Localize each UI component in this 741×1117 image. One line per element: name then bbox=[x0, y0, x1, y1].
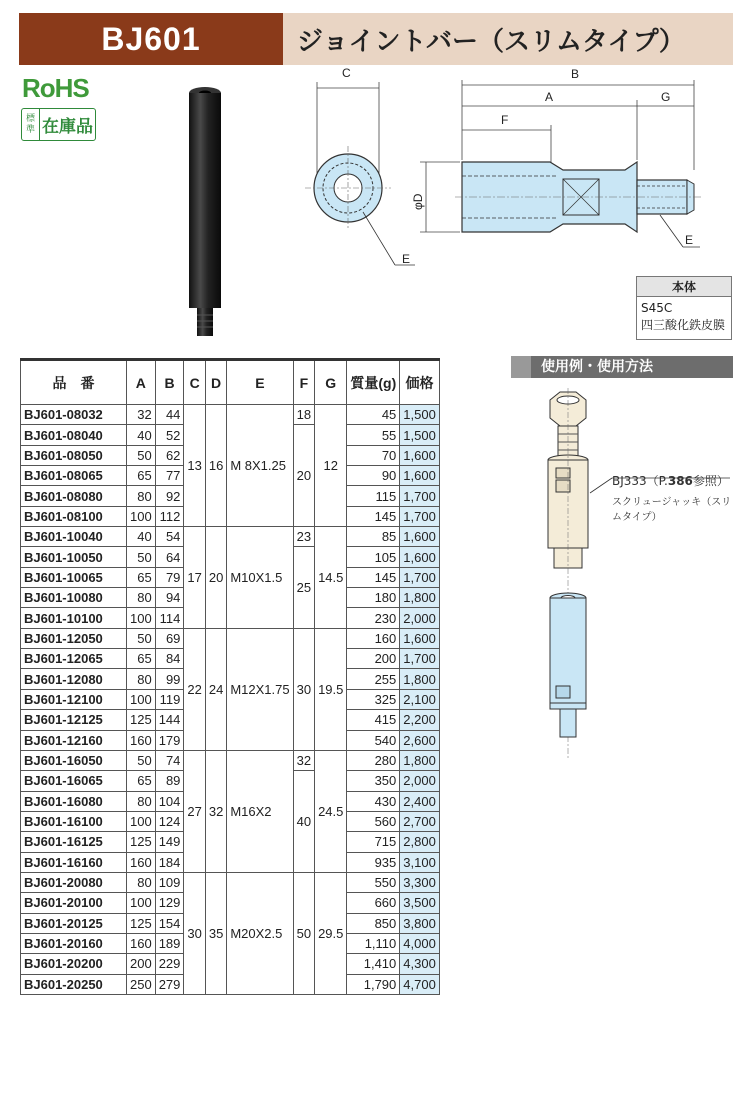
usage-section-header: 使用例・使用方法 bbox=[511, 356, 733, 378]
dim-b-value: 189 bbox=[155, 933, 184, 953]
table-row bbox=[21, 405, 440, 425]
table-header-cell: G bbox=[315, 360, 347, 405]
label-e-right: E bbox=[685, 233, 694, 247]
dim-c-value: 27 bbox=[184, 750, 205, 872]
dim-c: C bbox=[342, 66, 351, 80]
mass-value: 935 bbox=[347, 852, 400, 872]
price-value: 2,100 bbox=[400, 689, 440, 709]
dim-a-value: 50 bbox=[127, 628, 156, 648]
mass-value: 145 bbox=[347, 506, 400, 526]
part-number: BJ601-08065 bbox=[21, 466, 127, 486]
price-value: 1,800 bbox=[400, 750, 440, 770]
usage-reference-sublabel: スクリュージャッキ（スリムタイプ） bbox=[612, 497, 732, 523]
thread-e-value: M20X2.5 bbox=[227, 872, 293, 994]
part-number: BJ601-20080 bbox=[21, 872, 127, 892]
stock-badge-small: 標 準 bbox=[22, 109, 40, 140]
mass-value: 540 bbox=[347, 730, 400, 750]
price-value: 3,500 bbox=[400, 893, 440, 913]
price-value: 2,700 bbox=[400, 811, 440, 831]
mass-value: 255 bbox=[347, 669, 400, 689]
part-number: BJ601-16065 bbox=[21, 771, 127, 791]
price-value: 1,600 bbox=[400, 527, 440, 547]
dim-c-value: 30 bbox=[184, 872, 205, 994]
thread-e-value: M16X2 bbox=[227, 750, 293, 872]
mass-value: 325 bbox=[347, 689, 400, 709]
mass-value: 70 bbox=[347, 445, 400, 465]
standard-stock-badge bbox=[21, 108, 96, 141]
dim-a-value: 80 bbox=[127, 486, 156, 506]
table-header-cell: 品 番 bbox=[21, 360, 127, 405]
dim-g-value: 24.5 bbox=[315, 750, 347, 872]
thread-e-value: M 8X1.25 bbox=[227, 405, 293, 527]
dim-f: F bbox=[501, 113, 509, 127]
table-header-cell: 質量(g) bbox=[347, 360, 400, 405]
dim-c-value: 13 bbox=[184, 405, 205, 527]
dim-a-value: 80 bbox=[127, 669, 156, 689]
part-number: BJ601-20100 bbox=[21, 893, 127, 913]
dim-b-value: 119 bbox=[155, 689, 184, 709]
dim-b-value: 149 bbox=[155, 832, 184, 852]
price-value: 2,400 bbox=[400, 791, 440, 811]
dim-b-value: 184 bbox=[155, 852, 184, 872]
dim-b-value: 129 bbox=[155, 893, 184, 913]
dim-a-value: 80 bbox=[127, 588, 156, 608]
material-finish: 四三酸化鉄皮膜 bbox=[641, 318, 726, 332]
price-value: 2,800 bbox=[400, 832, 440, 852]
part-number: BJ601-10050 bbox=[21, 547, 127, 567]
mass-value: 850 bbox=[347, 913, 400, 933]
price-value: 2,000 bbox=[400, 608, 440, 628]
dim-d-value: 35 bbox=[205, 872, 226, 994]
dim-b-value: 279 bbox=[155, 974, 184, 994]
dim-a-value: 160 bbox=[127, 730, 156, 750]
price-value: 1,700 bbox=[400, 567, 440, 587]
mass-value: 90 bbox=[347, 466, 400, 486]
dim-b-value: 112 bbox=[155, 506, 184, 526]
dim-f-value: 30 bbox=[293, 628, 314, 750]
dim-a-value: 40 bbox=[127, 527, 156, 547]
mass-value: 1,790 bbox=[347, 974, 400, 994]
dim-b-value: 94 bbox=[155, 588, 184, 608]
price-value: 1,700 bbox=[400, 486, 440, 506]
part-number: BJ601-12125 bbox=[21, 710, 127, 730]
dim-a-value: 50 bbox=[127, 547, 156, 567]
table-header-cell: D bbox=[205, 360, 226, 405]
dim-c-value: 22 bbox=[184, 628, 205, 750]
part-number: BJ601-08040 bbox=[21, 425, 127, 445]
mass-value: 230 bbox=[347, 608, 400, 628]
part-number: BJ601-16080 bbox=[21, 791, 127, 811]
dim-b-value: 69 bbox=[155, 628, 184, 648]
stock-badge-text: 在庫品 bbox=[42, 117, 93, 137]
price-value: 2,200 bbox=[400, 710, 440, 730]
dim-b-value: 84 bbox=[155, 649, 184, 669]
mass-value: 560 bbox=[347, 811, 400, 831]
dim-f-value: 32 bbox=[293, 750, 314, 770]
dim-a-value: 50 bbox=[127, 750, 156, 770]
price-value: 1,700 bbox=[400, 506, 440, 526]
dim-b-value: 114 bbox=[155, 608, 184, 628]
dim-a-value: 100 bbox=[127, 811, 156, 831]
mass-value: 105 bbox=[347, 547, 400, 567]
table-header-cell: 価格 bbox=[400, 360, 440, 405]
dim-b-value: 89 bbox=[155, 771, 184, 791]
mass-value: 660 bbox=[347, 893, 400, 913]
mass-value: 200 bbox=[347, 649, 400, 669]
dim-a-value: 65 bbox=[127, 649, 156, 669]
dim-a-value: 100 bbox=[127, 608, 156, 628]
mass-value: 115 bbox=[347, 486, 400, 506]
part-number: BJ601-12160 bbox=[21, 730, 127, 750]
material-box bbox=[636, 276, 732, 340]
part-number: BJ601-10100 bbox=[21, 608, 127, 628]
dim-f-value: 25 bbox=[293, 547, 314, 628]
price-value: 3,300 bbox=[400, 872, 440, 892]
dim-b-value: 154 bbox=[155, 913, 184, 933]
dim-b-value: 92 bbox=[155, 486, 184, 506]
part-number: BJ601-12050 bbox=[21, 628, 127, 648]
thread-e-value: M12X1.75 bbox=[227, 628, 293, 750]
dim-a-value: 50 bbox=[127, 445, 156, 465]
dim-a: A bbox=[545, 90, 554, 104]
dim-a-value: 100 bbox=[127, 689, 156, 709]
material-steel: S45C bbox=[641, 301, 673, 315]
table-header-cell: C bbox=[184, 360, 205, 405]
dim-g-value: 12 bbox=[315, 405, 347, 527]
dim-a-value: 40 bbox=[127, 425, 156, 445]
price-value: 4,700 bbox=[400, 974, 440, 994]
price-value: 1,600 bbox=[400, 628, 440, 648]
price-value: 3,100 bbox=[400, 852, 440, 872]
dim-b-value: 77 bbox=[155, 466, 184, 486]
material-header: 本体 bbox=[637, 277, 731, 297]
dim-b-value: 74 bbox=[155, 750, 184, 770]
title-banner bbox=[19, 13, 733, 65]
dim-f-value: 50 bbox=[293, 872, 314, 994]
part-number: BJ601-12065 bbox=[21, 649, 127, 669]
part-number: BJ601-12100 bbox=[21, 689, 127, 709]
dim-b-value: 44 bbox=[155, 405, 184, 425]
dim-a-value: 32 bbox=[127, 405, 156, 425]
dim-a-value: 250 bbox=[127, 974, 156, 994]
mass-value: 280 bbox=[347, 750, 400, 770]
dim-a-value: 80 bbox=[127, 791, 156, 811]
dim-a-value: 125 bbox=[127, 832, 156, 852]
dim-f-value: 18 bbox=[293, 405, 314, 425]
dim-d: φD bbox=[411, 193, 425, 210]
part-number: BJ601-10080 bbox=[21, 588, 127, 608]
rohs-badge: RoHS bbox=[22, 73, 89, 103]
price-value: 1,600 bbox=[400, 445, 440, 465]
dim-b-value: 124 bbox=[155, 811, 184, 831]
part-number: BJ601-08100 bbox=[21, 506, 127, 526]
dim-a-value: 65 bbox=[127, 567, 156, 587]
dim-f-value: 20 bbox=[293, 425, 314, 527]
label-e-left: E bbox=[402, 252, 411, 266]
price-value: 4,000 bbox=[400, 933, 440, 953]
price-value: 1,800 bbox=[400, 669, 440, 689]
dim-a-value: 160 bbox=[127, 852, 156, 872]
part-number: BJ601-12080 bbox=[21, 669, 127, 689]
dim-a-value: 200 bbox=[127, 954, 156, 974]
dim-b-value: 144 bbox=[155, 710, 184, 730]
dim-d-value: 24 bbox=[205, 628, 226, 750]
dim-d-value: 20 bbox=[205, 527, 226, 629]
table-row bbox=[21, 628, 440, 648]
dim-b-value: 54 bbox=[155, 527, 184, 547]
part-number: BJ601-16125 bbox=[21, 832, 127, 852]
part-number: BJ601-20160 bbox=[21, 933, 127, 953]
dim-b: B bbox=[571, 67, 580, 81]
mass-value: 430 bbox=[347, 791, 400, 811]
price-value: 1,700 bbox=[400, 649, 440, 669]
dim-b-value: 62 bbox=[155, 445, 184, 465]
mass-value: 550 bbox=[347, 872, 400, 892]
dim-d-value: 16 bbox=[205, 405, 226, 527]
mass-value: 45 bbox=[347, 405, 400, 425]
price-value: 1,500 bbox=[400, 425, 440, 445]
price-value: 2,600 bbox=[400, 730, 440, 750]
product-name: ジョイントバー（スリムタイプ） bbox=[283, 13, 733, 65]
mass-value: 85 bbox=[347, 527, 400, 547]
dim-d-value: 32 bbox=[205, 750, 226, 872]
dim-b-value: 179 bbox=[155, 730, 184, 750]
table-row bbox=[21, 872, 440, 892]
usage-illustration bbox=[520, 388, 735, 758]
part-number: BJ601-10040 bbox=[21, 527, 127, 547]
dim-a-value: 160 bbox=[127, 933, 156, 953]
table-header-cell: B bbox=[155, 360, 184, 405]
thread-e-value: M10X1.5 bbox=[227, 527, 293, 629]
part-number: BJ601-08080 bbox=[21, 486, 127, 506]
price-value: 2,000 bbox=[400, 771, 440, 791]
price-value: 4,300 bbox=[400, 954, 440, 974]
price-value: 3,800 bbox=[400, 913, 440, 933]
part-number: BJ601-20200 bbox=[21, 954, 127, 974]
dim-f-value: 23 bbox=[293, 527, 314, 547]
mass-value: 1,110 bbox=[347, 933, 400, 953]
dim-a-value: 125 bbox=[127, 913, 156, 933]
part-number: BJ601-16050 bbox=[21, 750, 127, 770]
mass-value: 55 bbox=[347, 425, 400, 445]
spec-table bbox=[20, 358, 440, 995]
mass-value: 715 bbox=[347, 832, 400, 852]
part-number: BJ601-16100 bbox=[21, 811, 127, 831]
price-value: 1,800 bbox=[400, 588, 440, 608]
part-number: BJ601-20250 bbox=[21, 974, 127, 994]
dim-b-value: 109 bbox=[155, 872, 184, 892]
product-code: BJ601 bbox=[19, 13, 283, 65]
dim-g-value: 29.5 bbox=[315, 872, 347, 994]
mass-value: 180 bbox=[347, 588, 400, 608]
dim-b-value: 229 bbox=[155, 954, 184, 974]
part-number: BJ601-10065 bbox=[21, 567, 127, 587]
dim-b-value: 64 bbox=[155, 547, 184, 567]
table-row bbox=[21, 750, 440, 770]
dim-a-value: 65 bbox=[127, 466, 156, 486]
dim-a-value: 100 bbox=[127, 506, 156, 526]
usage-reference-label: BJ333（P.386参照） bbox=[612, 474, 729, 488]
dim-a-value: 100 bbox=[127, 893, 156, 913]
part-number: BJ601-16160 bbox=[21, 852, 127, 872]
mass-value: 1,410 bbox=[347, 954, 400, 974]
dim-g-value: 14.5 bbox=[315, 527, 347, 629]
dim-f-value: 40 bbox=[293, 771, 314, 873]
product-photo bbox=[175, 83, 235, 338]
mass-value: 145 bbox=[347, 567, 400, 587]
dim-a-value: 65 bbox=[127, 771, 156, 791]
part-number: BJ601-20125 bbox=[21, 913, 127, 933]
part-number: BJ601-08050 bbox=[21, 445, 127, 465]
price-value: 1,600 bbox=[400, 466, 440, 486]
dim-g: G bbox=[661, 90, 671, 104]
table-header-cell: E bbox=[227, 360, 293, 405]
dim-b-value: 104 bbox=[155, 791, 184, 811]
table-row bbox=[21, 527, 440, 547]
price-value: 1,600 bbox=[400, 547, 440, 567]
dim-a-value: 125 bbox=[127, 710, 156, 730]
mass-value: 160 bbox=[347, 628, 400, 648]
table-header-cell: F bbox=[293, 360, 314, 405]
dim-b-value: 99 bbox=[155, 669, 184, 689]
mass-value: 350 bbox=[347, 771, 400, 791]
dim-g-value: 19.5 bbox=[315, 628, 347, 750]
dim-a-value: 80 bbox=[127, 872, 156, 892]
dim-b-value: 79 bbox=[155, 567, 184, 587]
part-number: BJ601-08032 bbox=[21, 405, 127, 425]
price-value: 1,500 bbox=[400, 405, 440, 425]
dim-c-value: 17 bbox=[184, 527, 205, 629]
mass-value: 415 bbox=[347, 710, 400, 730]
dim-b-value: 52 bbox=[155, 425, 184, 445]
table-header-cell: A bbox=[127, 360, 156, 405]
